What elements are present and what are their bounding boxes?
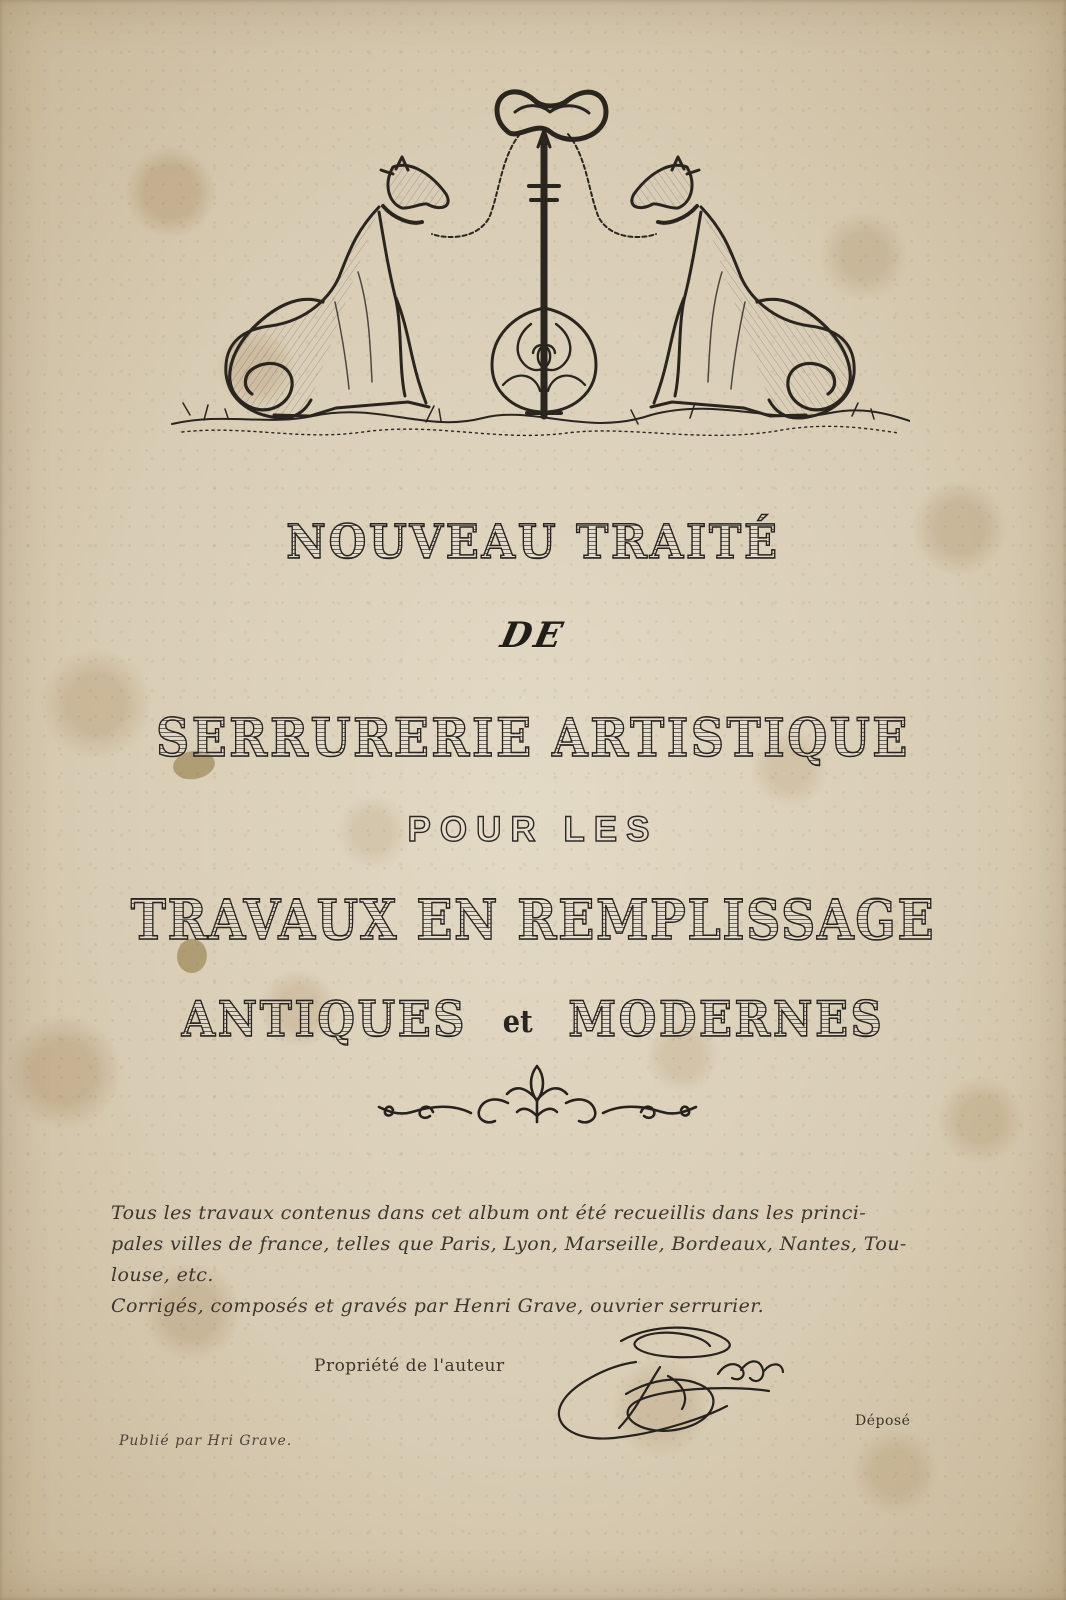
description-line: Corrigés, composés et gravés par Henri Grave, ouvrier serrurier. bbox=[111, 1295, 765, 1317]
title-line-6-right: MODERNES bbox=[568, 990, 885, 1048]
publisher-label: Publié par Hri Grave. bbox=[119, 1433, 293, 1449]
title-line-3: SERRURERIE ARTISTIQUE bbox=[64, 708, 1002, 769]
chained-dogs-emblem-icon bbox=[170, 82, 910, 460]
title-line-5: TRAVAUX EN REMPLISSAGE bbox=[75, 887, 992, 952]
property-label: Propriété de l'auteur bbox=[314, 1356, 505, 1376]
description-line: louse, etc. bbox=[111, 1264, 214, 1286]
title-line-6-left: ANTIQUES bbox=[181, 990, 468, 1048]
title-line-6-middle: et bbox=[502, 1004, 533, 1040]
title-line-6 bbox=[64, 990, 1002, 1048]
fleur-ornament-icon bbox=[375, 1058, 700, 1133]
description-paragraph bbox=[111, 1198, 961, 1322]
description-line: pales villes de france, telles que Paris, Lyon, Marseille, Bordeaux, Nantes, Tou- bbox=[111, 1233, 907, 1255]
signature-icon bbox=[544, 1315, 794, 1455]
title-line-1: NOUVEAU TRAITÉ bbox=[43, 515, 1024, 570]
title-line-2: DE bbox=[497, 615, 569, 656]
description-line: Tous les travaux contenus dans cet album ont été recueillis dans les princi- bbox=[111, 1202, 867, 1224]
title-line-4: POUR LES bbox=[407, 810, 659, 849]
deposit-label: Déposé bbox=[855, 1413, 911, 1429]
